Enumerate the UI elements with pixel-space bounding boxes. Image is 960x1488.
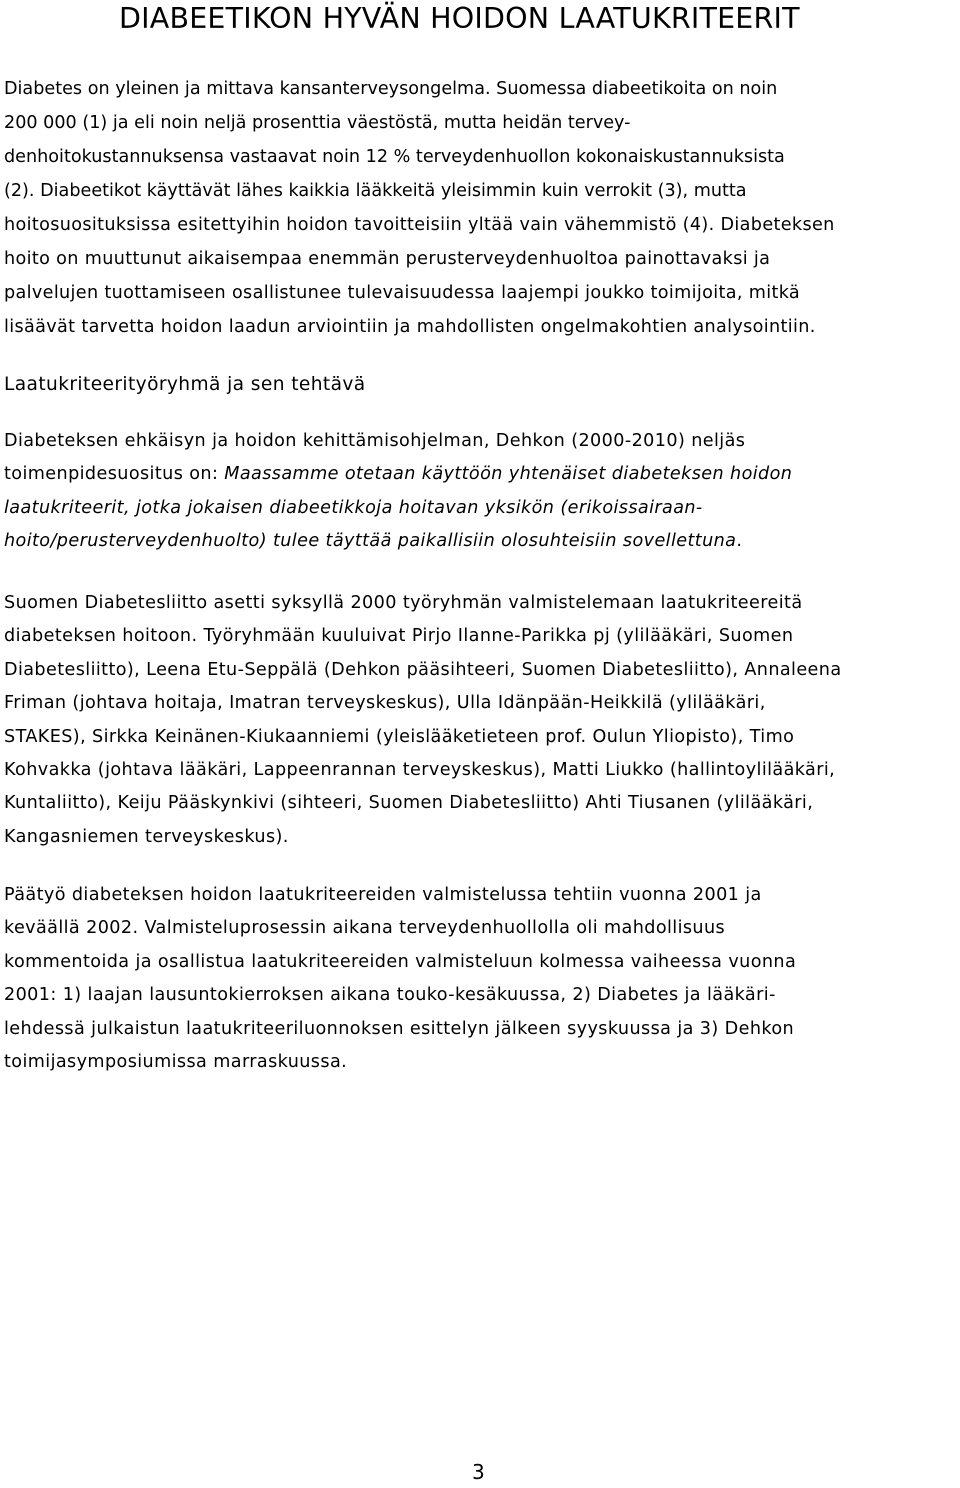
process-line: keväällä 2002. Valmisteluprosessin aikana terveydenhuollolla oli mahdollisuus: [4, 918, 726, 939]
intro-line: hoitosuosituksissa esitettyihin hoidon tavoitteisiin yltää vain vähemmistö (4). Diabeteksen: [4, 215, 835, 235]
process-line: Päätyö diabeteksen hoidon laatukriteereiden valmistelussa tehtiin vuonna 2001 ja: [4, 885, 762, 905]
working-group-line: STAKES), Sirkka Keinänen-Kiukaanniemi (yleislääketieteen prof. Oulun Yliopisto), Timo: [4, 726, 795, 747]
program-paragraph: [4, 425, 960, 559]
working-group-line: diabeteksen hoitoon. Työryhmään kuuluivat Pirjo Ilanne-Parikka pj (ylilääkäri, Suomen: [4, 626, 794, 647]
section-heading: Laatukriteerityöryhmä ja sen tehtävä: [4, 374, 366, 395]
program-text: toimenpidesuositus on:: [4, 464, 225, 485]
intro-line: (2). Diabeetikot käyttävät lähes kaikkia lääkkeitä yleisimmin kuin verrokit (3), mutta: [4, 181, 747, 201]
working-group-line: Suomen Diabetesliitto asetti syksyllä 2000 työryhmän valmistelemaan laatukriteereitä: [4, 593, 803, 613]
process-line: 2001: 1) laajan lausuntokierroksen aikana touko-kesäkuussa, 2) Diabetes ja lääkäri-: [4, 985, 776, 1006]
intro-line: 200 000 (1) ja eli noin neljä prosenttia väestöstä, mutta heidän tervey-: [4, 113, 631, 133]
intro-line: denhoitokustannuksensa vastaavat noin 12 % terveydenhuollon kokonaiskustannuksista: [4, 147, 785, 167]
program-quote: hoito/perusterveydenhuolto) tulee täyttää paikallisiin olosuhteisiin sovellettuna: [4, 531, 737, 552]
working-group-line: Kangasniemen terveyskeskus).: [4, 826, 289, 847]
program-text: .: [736, 531, 743, 552]
program-quote: Maassamme otetaan käyttöön yhtenäiset diabeteksen hoidon: [224, 464, 793, 485]
intro-paragraph: [4, 72, 960, 344]
working-group-line: Friman (johtava hoitaja, Imatran terveyskeskus), Ulla Idänpään-Heikkilä (ylilääkäri,: [4, 693, 766, 714]
process-line: toimijasymposiumissa marraskuussa.: [4, 1052, 348, 1073]
process-line: kommentoida ja osallistua laatukriteereiden valmisteluun kolmessa vaiheessa vuonna: [4, 951, 797, 972]
working-group-line: Kohvakka (johtava lääkäri, Lappeenrannan terveyskeskus), Matti Liukko (hallintoylilääkäri,: [4, 760, 836, 781]
program-line: Diabeteksen ehkäisyn ja hoidon kehittämisohjelman, Dehkon (2000-2010) neljäs: [4, 431, 746, 451]
program-quote: laatukriteerit, jotka jokaisen diabeetikkoja hoitavan yksikön (erikoissairaan-: [4, 497, 703, 518]
document-title: DIABEETIKON HYVÄN HOIDON LAATUKRITEERIT: [119, 2, 800, 35]
page-number: 3: [472, 1460, 485, 1484]
intro-line: Diabetes on yleinen ja mittava kansanterveysongelma. Suomessa diabeetikoita on noin: [4, 79, 778, 99]
program-line: [4, 492, 960, 525]
working-group-paragraph: [4, 587, 960, 854]
working-group-line: Diabetesliitto), Leena Etu-Seppälä (Dehkon pääsihteeri, Suomen Diabetesliitto), Annaleena: [4, 659, 842, 680]
intro-line: hoito on muuttunut aikaisempaa enemmän perusterveydenhuoltoa painottavaksi ja: [4, 249, 771, 269]
program-line: [4, 525, 960, 558]
program-line: [4, 458, 960, 491]
intro-line: palvelujen tuottamiseen osallistunee tulevaisuudessa laajempi joukko toimijoita, mitkä: [4, 283, 801, 303]
process-paragraph: [4, 879, 960, 1079]
intro-line: lisäävät tarvetta hoidon laadun arviointiin ja mahdollisten ongelmakohtien analysointiin.: [4, 317, 816, 337]
working-group-line: Kuntaliitto), Keiju Pääskynkivi (sihteeri, Suomen Diabetesliitto) Ahti Tiusanen (ylilääkäri,: [4, 793, 814, 814]
process-line: lehdessä julkaistun laatukriteeriluonnoksen esittelyn jälkeen syyskuussa ja 3) Dehkon: [4, 1018, 795, 1039]
